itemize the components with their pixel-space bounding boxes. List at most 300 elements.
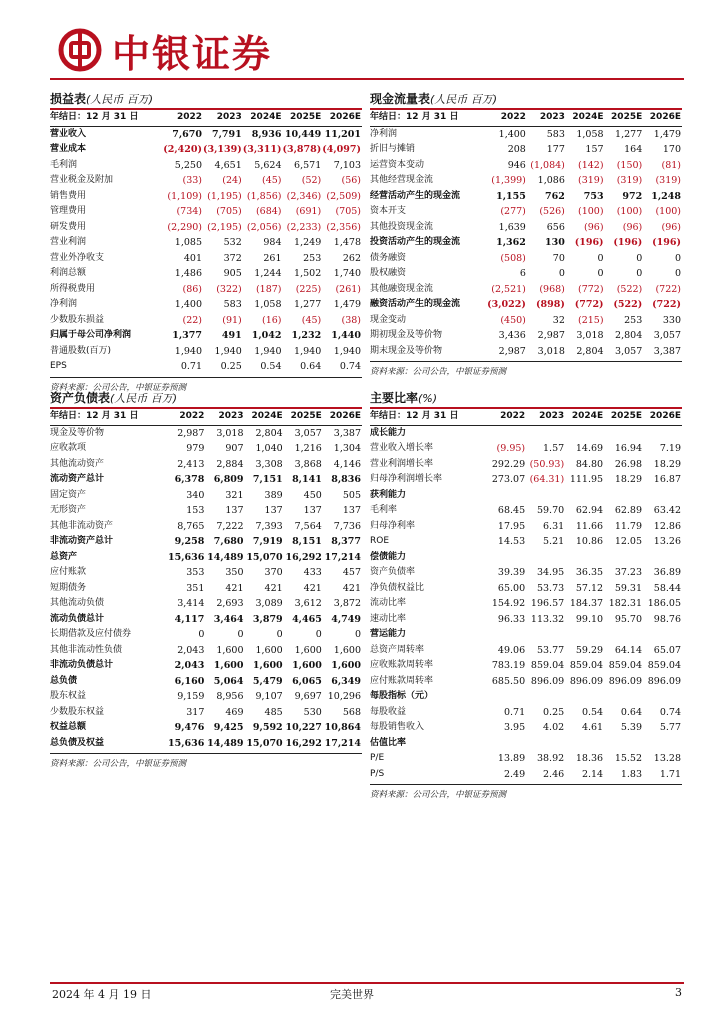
row-label: 营业税金及附加 <box>50 175 114 185</box>
cell-value: 7,564 <box>294 520 322 532</box>
table-row <box>370 251 682 267</box>
row-label: 短期债务 <box>50 582 87 593</box>
cell-value: (319) <box>616 175 643 186</box>
cell-value: 7,393 <box>255 520 283 532</box>
cell-value <box>487 689 526 705</box>
table-row <box>370 189 682 205</box>
row-label: 利润总额 <box>50 268 87 278</box>
ratios-table <box>370 409 682 782</box>
cell-value: 253 <box>624 314 643 326</box>
row-label: 融资活动产生的现金流 <box>370 299 461 309</box>
cell-value: 16.94 <box>614 443 643 454</box>
table-header-row <box>50 110 362 126</box>
table-row <box>370 142 682 158</box>
cell-value: 208 <box>507 144 526 155</box>
row-label: 营业成本 <box>50 144 87 154</box>
cell-value: 3,872 <box>333 598 361 609</box>
cell-value: 972 <box>622 190 643 202</box>
cell-value <box>643 425 682 441</box>
row-label: P/S <box>370 768 385 779</box>
cell-value: 469 <box>225 706 244 718</box>
cell-value <box>487 425 526 441</box>
row-label: 净负债权益比 <box>370 582 425 593</box>
cell-value: 137 <box>225 505 244 516</box>
cell-value: 3,089 <box>255 598 283 609</box>
table-row <box>370 736 682 752</box>
cell-value: 17.95 <box>497 520 526 532</box>
cell-value: 485 <box>264 706 283 718</box>
cell-value: (2,195) <box>207 221 242 233</box>
table-row <box>50 643 362 659</box>
row-label: EPS <box>50 361 67 371</box>
cell-value <box>565 425 604 441</box>
cell-value: 15,636 <box>168 551 205 563</box>
cell-value: 4.61 <box>581 722 604 733</box>
table-row <box>50 674 362 690</box>
cell-value: 2,413 <box>177 458 205 470</box>
cell-value: (64.31) <box>529 474 565 485</box>
cell-value: 9,159 <box>177 691 205 702</box>
row-label: 总负债 <box>50 675 78 686</box>
cell-value: 0.71 <box>503 706 526 718</box>
panel-title: 现金流量表(人民币 百万) <box>370 90 682 110</box>
table-row <box>370 235 682 251</box>
cell-value: 5.21 <box>543 536 565 547</box>
cell-value: (522) <box>613 299 643 310</box>
cell-value: 1,639 <box>498 221 526 233</box>
cell-value: 9,476 <box>174 722 205 733</box>
cell-value: 7,791 <box>212 128 242 140</box>
cell-value: 859.04 <box>608 660 643 671</box>
cell-value: 14.53 <box>497 536 526 547</box>
cell-value: 1,479 <box>333 299 361 310</box>
cell-value: 1,600 <box>255 644 283 656</box>
cell-value: (142) <box>578 159 604 171</box>
cell-value: 0 <box>237 629 244 640</box>
cell-value: (2,521) <box>491 283 526 295</box>
cell-value: 1,940 <box>174 345 202 357</box>
cell-value: 1,600 <box>213 660 244 671</box>
cell-value: 1,216 <box>294 443 322 454</box>
cell-value: 421 <box>303 582 322 594</box>
table-row <box>370 328 682 344</box>
row-label: 期初现金及等价物 <box>370 330 443 340</box>
cell-value <box>565 627 604 643</box>
cell-value: 3.95 <box>503 722 526 733</box>
cell-value: 84.80 <box>575 458 604 470</box>
cell-value: 753 <box>583 190 604 202</box>
cell-value: 11.66 <box>575 520 604 532</box>
cell-value: (772) <box>578 283 604 295</box>
cell-value: 59.31 <box>614 582 643 594</box>
cell-value: 3,414 <box>177 598 205 609</box>
cell-value: 16,292 <box>285 737 322 749</box>
row-label: 其他经营现金流 <box>370 175 434 185</box>
cell-value: (522) <box>616 283 643 295</box>
table-row <box>370 425 682 441</box>
cell-value: 0.64 <box>300 361 322 372</box>
cell-value: (196) <box>652 237 681 248</box>
cell-value: 14,489 <box>207 551 244 563</box>
table-row <box>50 503 362 519</box>
cell-value: 2.46 <box>543 768 565 780</box>
year-header: 2023 <box>527 110 566 126</box>
cell-value: 0.25 <box>543 706 565 718</box>
cell-value: 14.69 <box>575 443 604 454</box>
row-label: 应收款项 <box>50 443 87 453</box>
cell-value: 0.54 <box>581 706 604 718</box>
table-row <box>370 751 682 767</box>
cell-value: 153 <box>186 505 205 516</box>
cell-value: 111.95 <box>569 474 604 485</box>
cell-value: 5,250 <box>174 159 202 171</box>
year-end-label: 年结日：12 月 31 日 <box>50 110 163 126</box>
row-label: 固定资产 <box>50 489 87 500</box>
row-label: 速动比率 <box>370 613 407 624</box>
table-row <box>50 488 362 504</box>
cell-value: 26.98 <box>614 458 643 470</box>
table-row <box>370 689 682 705</box>
row-label: 债务融资 <box>370 252 407 263</box>
cell-value: (3,311) <box>242 144 282 155</box>
cell-value: 1,042 <box>251 330 282 341</box>
cell-value: (215) <box>578 314 604 326</box>
cell-value: 907 <box>225 443 244 454</box>
year-header: 2024E <box>566 110 605 126</box>
cell-value <box>643 488 682 504</box>
year-header: 2024E <box>245 409 284 425</box>
cell-value: (705) <box>335 206 361 217</box>
row-label: 非流动负债总计 <box>50 660 114 670</box>
table-row <box>370 297 682 313</box>
cell-value: 4.02 <box>543 722 565 733</box>
row-label: 成长能力 <box>370 427 407 438</box>
cell-value: (100) <box>616 206 643 217</box>
table-row <box>50 550 362 566</box>
cell-value: 8,141 <box>292 474 322 485</box>
cell-value: 330 <box>662 314 681 326</box>
table-row <box>50 328 362 344</box>
cell-value <box>604 425 643 441</box>
cell-value: (91) <box>222 314 242 326</box>
cell-value: 0 <box>315 629 322 640</box>
cell-value: (1,084) <box>530 159 565 171</box>
cell-value: (52) <box>301 175 322 186</box>
cell-value: 64.14 <box>614 644 643 656</box>
cell-value <box>565 736 604 752</box>
row-label: 股权融资 <box>370 268 407 278</box>
cell-value: 2,804 <box>615 330 643 341</box>
table-row <box>370 643 682 659</box>
table-row <box>370 596 682 612</box>
row-label: 每股指标（元） <box>370 691 434 701</box>
row-label: 其他非流动资产 <box>50 520 114 531</box>
cell-value: 1.83 <box>620 768 643 780</box>
cell-value: 3,387 <box>653 345 681 357</box>
cell-value: 38.92 <box>536 753 565 764</box>
cell-value: 0.54 <box>260 361 282 372</box>
cell-value: 0 <box>276 629 283 640</box>
company-name: 中银证券 <box>112 31 273 76</box>
cell-value: (9.95) <box>496 443 526 454</box>
cell-value: 184.37 <box>569 598 604 609</box>
cell-value: 1,086 <box>537 175 565 186</box>
table-row <box>50 297 362 313</box>
cell-value: 0 <box>558 268 565 279</box>
table-row <box>50 720 362 736</box>
cell-value: 8,765 <box>177 520 205 532</box>
income-statement-panel <box>50 90 362 393</box>
cell-value: 1,248 <box>651 190 681 202</box>
cell-value: 2,884 <box>216 458 244 470</box>
balance-sheet-panel <box>50 389 362 769</box>
cell-value: 2,804 <box>255 427 283 439</box>
cell-value: 0 <box>354 629 361 640</box>
income-table <box>50 110 362 375</box>
cell-value: (81) <box>661 159 681 171</box>
table-row <box>370 173 682 189</box>
cell-value: (772) <box>574 299 604 310</box>
table-row <box>50 158 362 174</box>
cell-value: 317 <box>186 706 205 718</box>
cell-value: 3,018 <box>216 427 244 439</box>
table-row <box>50 344 362 360</box>
table-row <box>370 627 682 643</box>
cell-value: 389 <box>264 489 283 501</box>
cell-value <box>526 736 565 752</box>
cell-value: 1,740 <box>333 268 361 279</box>
cell-value: 0 <box>597 252 604 264</box>
cell-value: (526) <box>539 206 565 217</box>
row-label: 归母净利率 <box>370 520 416 531</box>
cell-value: 9,258 <box>174 536 205 547</box>
cell-value: 896.09 <box>608 675 643 687</box>
cell-value: (3,139) <box>203 144 242 155</box>
cell-value: 18.29 <box>653 458 681 470</box>
panel-title: 资产负债表(人民币 百万) <box>50 389 362 409</box>
cell-value: 3,868 <box>294 458 322 470</box>
cell-value: 2,693 <box>216 598 244 609</box>
bank-of-china-logo-icon <box>58 28 102 72</box>
cell-value: 859.04 <box>569 660 604 671</box>
year-end-label: 年结日：12 月 31 日 <box>370 409 487 425</box>
cell-value: (96) <box>661 221 681 233</box>
table-row <box>50 235 362 251</box>
cell-value: 3,057 <box>615 345 643 357</box>
row-label: 现金变动 <box>370 314 407 325</box>
cell-value: 154.92 <box>491 598 526 609</box>
cell-value: 9,107 <box>255 691 283 702</box>
footer-company: 完美世界 <box>330 988 374 1001</box>
cell-value: 4,651 <box>214 159 242 171</box>
cell-value: 568 <box>342 706 361 718</box>
cell-value: 0.74 <box>339 361 361 372</box>
cell-value: 8,936 <box>251 128 282 140</box>
cell-value <box>604 736 643 752</box>
cell-value: 1,058 <box>254 299 282 310</box>
year-header: 2023 <box>205 409 244 425</box>
cell-value <box>487 488 526 504</box>
year-end-label: 年结日：12 月 31 日 <box>370 110 487 126</box>
cell-value: 1,940 <box>294 345 322 357</box>
cell-value: 1,940 <box>254 345 282 357</box>
cell-value: 1,155 <box>496 190 526 202</box>
table-row <box>50 425 362 441</box>
cell-value: 6,160 <box>174 675 205 687</box>
cell-value: (705) <box>216 206 242 217</box>
cell-value: 16,292 <box>285 551 322 563</box>
cell-value: 4,465 <box>292 613 322 625</box>
cell-value: 68.45 <box>497 505 526 516</box>
cell-value: 8,151 <box>292 536 322 547</box>
cell-value: 6,571 <box>294 159 322 171</box>
cell-value: 859.04 <box>530 660 565 671</box>
balance-table <box>50 409 362 751</box>
cell-value: 1,479 <box>653 128 681 140</box>
row-label: 获利能力 <box>370 489 407 500</box>
cell-value: 5,479 <box>252 675 283 687</box>
cell-value: 9,697 <box>294 691 322 702</box>
table-row <box>50 313 362 329</box>
source-note: 资料来源：公司公告，中银证券预测 <box>370 784 682 800</box>
cell-value: 1,304 <box>333 443 361 454</box>
cell-value: 113.32 <box>530 613 565 625</box>
table-row <box>370 488 682 504</box>
cell-value <box>565 550 604 566</box>
row-label: 销售费用 <box>50 190 87 201</box>
cell-value: (722) <box>655 283 681 295</box>
cell-value: (508) <box>500 252 526 264</box>
table-row <box>50 565 362 581</box>
cell-value: 17,214 <box>324 551 361 563</box>
year-header: 2022 <box>166 409 205 425</box>
cell-value: 9,592 <box>252 722 283 733</box>
cell-value: 5,064 <box>213 675 244 687</box>
row-label: 其他非流动性负债 <box>50 644 123 655</box>
cell-value: (3,022) <box>487 299 526 310</box>
table-row <box>370 313 682 329</box>
row-label: 每股销售收入 <box>370 722 425 732</box>
row-label: 营业利润 <box>50 237 87 247</box>
cell-value: 7,736 <box>333 520 361 532</box>
row-label: 长期借款及应付债券 <box>50 629 132 639</box>
row-label: 现金及等价物 <box>50 427 105 438</box>
cell-value: 7,103 <box>333 159 361 171</box>
cell-value: (4,097) <box>322 144 361 155</box>
cell-value: 0 <box>636 268 643 279</box>
table-row <box>370 519 682 535</box>
cell-value: (1,856) <box>246 190 282 202</box>
cell-value: (968) <box>539 283 565 295</box>
cell-value: (684) <box>255 206 282 217</box>
cell-value: 530 <box>303 706 322 718</box>
row-label: 折旧与摊销 <box>370 144 416 154</box>
cell-value: 457 <box>342 567 361 578</box>
cell-value: 7,151 <box>252 474 283 485</box>
cell-value: 1,400 <box>174 299 202 310</box>
cell-value: 170 <box>662 144 681 155</box>
row-label: 应收账款周转率 <box>370 660 434 670</box>
cell-value: 1,486 <box>174 268 202 279</box>
cell-value: 196.57 <box>530 598 565 609</box>
table-row <box>50 251 362 267</box>
cell-value: (86) <box>182 283 202 295</box>
cell-value: 15.52 <box>614 753 643 764</box>
cell-value: 0.25 <box>220 361 242 372</box>
cell-value: 262 <box>342 252 361 264</box>
cell-value: (196) <box>613 237 643 248</box>
cell-value: 0 <box>198 629 205 640</box>
cell-value: 13.28 <box>653 753 681 764</box>
cell-value: 2,987 <box>177 427 205 439</box>
cell-value: 5,624 <box>254 159 282 171</box>
cell-value: (2,509) <box>326 190 361 202</box>
cell-value: 1,440 <box>331 330 361 341</box>
page-number: 3 <box>675 986 682 999</box>
cell-value: (45) <box>261 175 282 186</box>
cell-value: (261) <box>335 283 361 295</box>
row-label: 管理费用 <box>50 206 87 216</box>
cell-value: 3,018 <box>537 345 565 357</box>
cell-value: (2,290) <box>167 221 202 233</box>
cell-value: 1,058 <box>576 128 604 140</box>
cell-value: (450) <box>500 314 526 326</box>
cell-value: 433 <box>303 567 322 578</box>
cell-value: 1,940 <box>214 345 242 357</box>
row-label: 应付账款周转率 <box>370 675 434 686</box>
cell-value: 14,489 <box>207 737 244 749</box>
cell-value: 164 <box>624 144 643 155</box>
year-header: 2024E <box>243 110 283 126</box>
table-row <box>50 534 362 550</box>
cell-value: 37.23 <box>614 567 643 578</box>
row-label: 流动资产总计 <box>50 474 105 484</box>
row-label: 权益总额 <box>50 722 87 732</box>
table-row <box>370 220 682 236</box>
cell-value <box>643 550 682 566</box>
cell-value: 57.12 <box>575 582 604 594</box>
cell-value: 2,987 <box>498 345 526 357</box>
year-header: 2022 <box>487 409 526 425</box>
cell-value <box>526 425 565 441</box>
cell-value: (50.93) <box>529 458 565 470</box>
table-row <box>370 126 682 142</box>
year-header: 2025E <box>284 409 323 425</box>
year-header: 2025E <box>605 110 644 126</box>
year-header: 2025E <box>283 110 323 126</box>
cell-value: 532 <box>223 237 242 248</box>
table-row <box>50 612 362 628</box>
cell-value: 1,600 <box>216 644 244 656</box>
cell-value: 18.29 <box>614 474 643 485</box>
table-row <box>50 519 362 535</box>
cell-value: 1,040 <box>255 443 283 454</box>
table-row <box>50 142 362 158</box>
cell-value: 0 <box>674 268 681 279</box>
row-label: 营业利润增长率 <box>370 458 434 469</box>
cell-value: 2,987 <box>537 330 565 341</box>
cell-value: (38) <box>341 314 361 326</box>
cell-value <box>526 627 565 643</box>
cell-value: 1,232 <box>291 330 322 341</box>
row-label: 总资产 <box>50 551 78 562</box>
cell-value: (722) <box>652 299 681 310</box>
cell-value: 1.71 <box>659 768 681 780</box>
row-label: 所得税费用 <box>50 283 96 294</box>
row-label: 少数股东权益 <box>50 706 105 717</box>
cell-value: 7,919 <box>252 536 283 547</box>
table-row <box>370 472 682 488</box>
